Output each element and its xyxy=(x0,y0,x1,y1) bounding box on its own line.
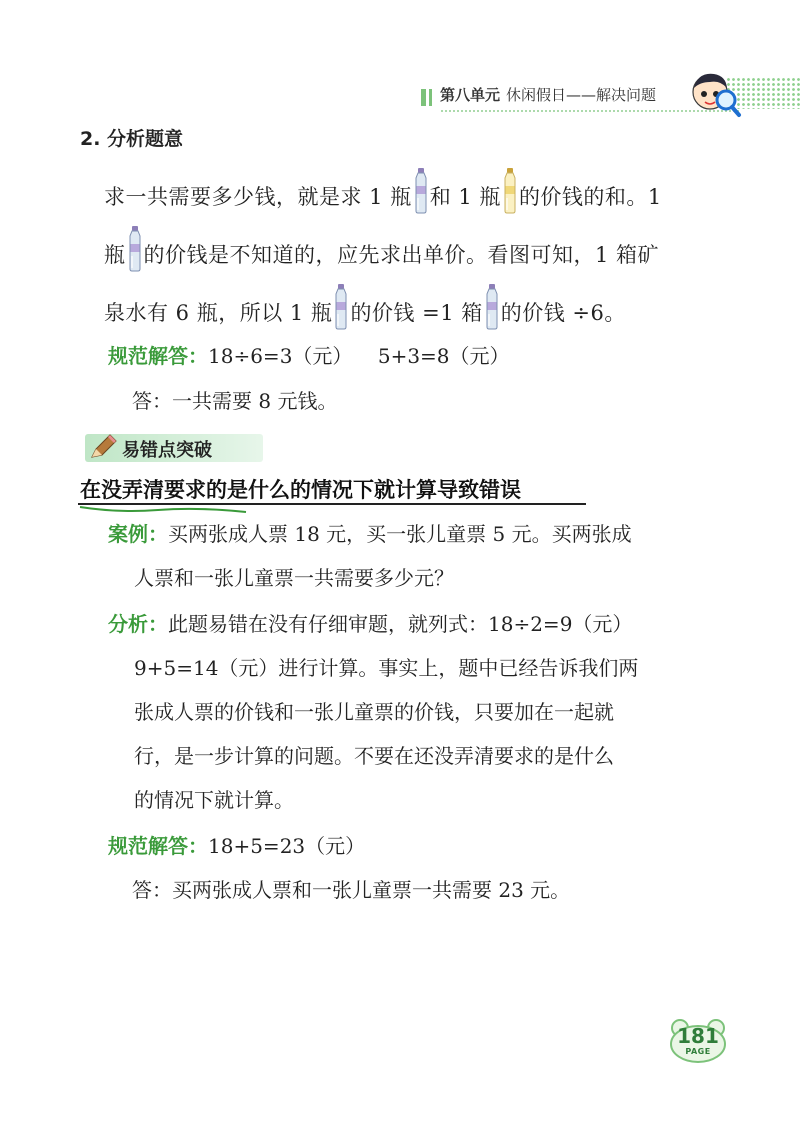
solution-formula: 18+5=23（元） xyxy=(208,834,366,858)
water-bottle-icon xyxy=(127,226,143,272)
error-point-tag-label: 易错点突破 xyxy=(122,440,212,461)
analysis-label: 分析： xyxy=(108,612,168,636)
error-solution-line xyxy=(108,830,365,859)
analysis-line-2 xyxy=(104,226,659,272)
analysis-line-1 xyxy=(104,168,662,214)
pencil-icon xyxy=(88,431,120,463)
water-bottle-icon xyxy=(413,168,429,214)
water-bottle-icon xyxy=(333,284,349,330)
text-segment: 的价钱的和。1 xyxy=(518,185,662,209)
solution-formula: 18÷6=3（元） 5+3=8（元） xyxy=(208,344,510,368)
underline-swoosh xyxy=(78,504,248,514)
page-label: PAGE xyxy=(685,1047,711,1056)
solution-line xyxy=(108,340,510,369)
answer-line: 答：一共需要 8 元钱。 xyxy=(132,389,338,413)
water-bottle-icon xyxy=(484,284,500,330)
solution-label: 规范解答： xyxy=(108,344,208,368)
analysis-text: 此题易错在没有仔细审题，就列式：18÷2=9（元） xyxy=(168,612,633,636)
text-segment: 瓶 xyxy=(104,243,126,267)
error-answer-line: 答：买两张成人票和一张儿童票一共需要 23 元。 xyxy=(132,878,571,902)
mascot-magnifier-icon xyxy=(690,70,742,118)
running-header xyxy=(440,84,656,105)
unit-title: 休闲假日——解决问题 xyxy=(506,86,657,104)
case-line-2: 人票和一张儿童票一共需要多少元？ xyxy=(134,566,454,590)
text-segment: 的价钱 ÷6。 xyxy=(500,301,626,325)
solution-label: 规范解答： xyxy=(108,834,208,858)
analysis-line-3 xyxy=(104,284,626,330)
analysis-para-line-2: 9+5=14（元）进行计算。事实上，题中已经告诉我们两 xyxy=(134,656,639,680)
page-number: 181 xyxy=(677,1024,719,1048)
case-label: 案例： xyxy=(108,522,168,546)
text-segment: 和 1 瓶 xyxy=(429,185,501,209)
header-accent-bar-thin xyxy=(429,89,432,106)
case-line-1 xyxy=(108,518,632,547)
analysis-para-line-5: 的情况下就计算。 xyxy=(134,788,294,812)
analysis-para-line-4: 行，是一步计算的问题。不要在还没弄清要求的是什么 xyxy=(134,744,614,768)
section-title: 2. 分析题意 xyxy=(80,128,184,150)
text-segment: 泉水有 6 瓶，所以 1 瓶 xyxy=(104,301,333,325)
text-segment: 的价钱是不知道的，应先求出单价。看图可知，1 箱矿 xyxy=(143,243,660,267)
unit-label: 第八单元 xyxy=(440,86,501,104)
analysis-para-line-3: 张成人票的价钱和一张儿童票的价钱，只要加在一起就 xyxy=(134,700,614,724)
text-segment: 的价钱 =1 箱 xyxy=(350,301,483,325)
header-accent-bar xyxy=(421,89,426,106)
error-title: 在没弄清要求的是什么的情况下就计算导致错误 xyxy=(80,478,521,502)
case-text: 买两张成人票 18 元，买一张儿童票 5 元。买两张成 xyxy=(168,522,632,546)
juice-bottle-icon xyxy=(502,168,518,214)
text-segment: 求一共需要多少钱，就是求 1 瓶 xyxy=(104,185,412,209)
analysis-para-line-1 xyxy=(108,608,632,637)
